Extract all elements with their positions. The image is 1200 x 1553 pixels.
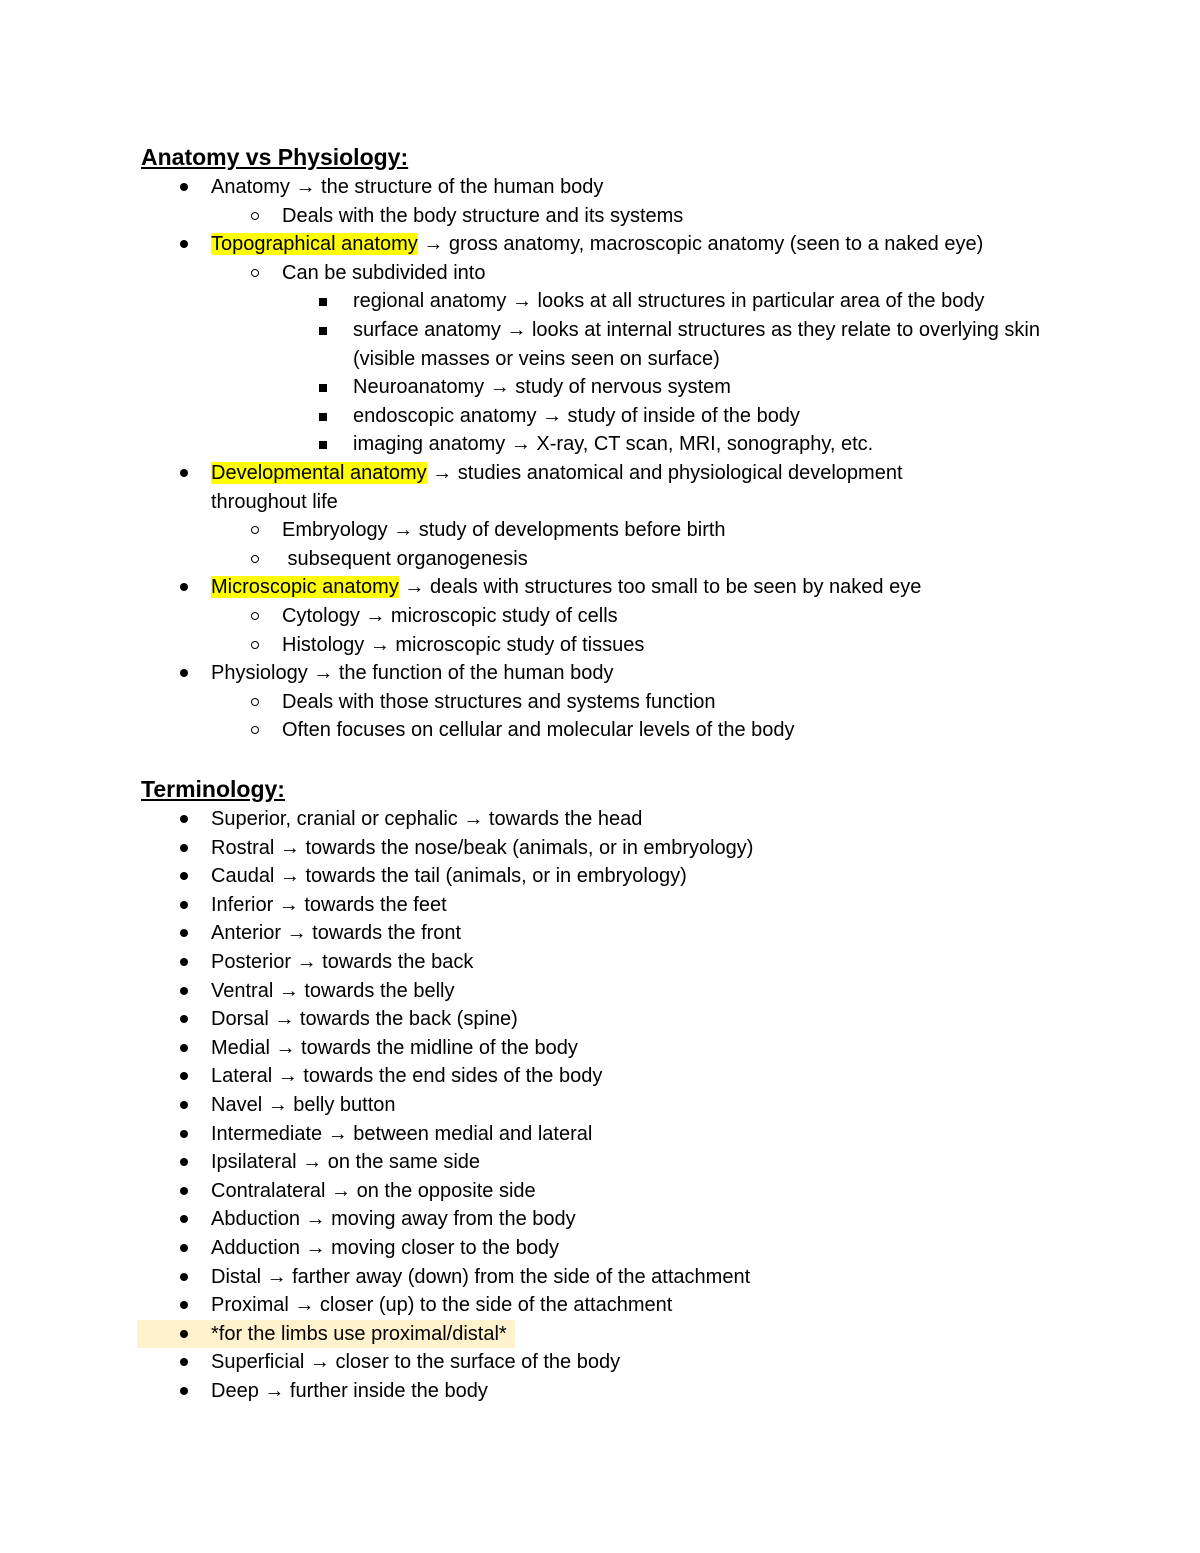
list-item-text: subsequent organogenesis — [282, 547, 528, 570]
bullet-icon — [180, 1130, 188, 1138]
list-item-text: Often focuses on cellular and molecular levels of the body — [282, 719, 795, 742]
highlighted-term: Topographical anatomy — [211, 233, 418, 256]
list-item-text: Ipsilateral → on the same side — [211, 1151, 481, 1174]
bullet-icon — [180, 1158, 188, 1166]
hollow-bullet-icon — [251, 612, 259, 620]
list-item — [141, 573, 1101, 602]
list-item — [141, 1005, 1101, 1034]
list-item-text: → studies anatomical and physiological development throughout life — [211, 461, 903, 513]
hollow-bullet-icon — [251, 526, 259, 534]
square-bullet-icon — [319, 384, 327, 392]
hollow-bullet-icon — [251, 641, 259, 649]
list-item-text: Deep → further inside the body — [211, 1379, 488, 1402]
bullet-icon — [180, 669, 188, 677]
list-item-text: Can be subdivided into — [282, 261, 486, 284]
bullet-icon — [180, 929, 188, 937]
bullet-icon — [180, 1215, 188, 1223]
list-item — [141, 805, 1101, 834]
hollow-bullet-icon — [251, 698, 259, 706]
list-item — [141, 1177, 1101, 1206]
list-item — [141, 688, 1101, 717]
list-item-text: Physiology → the function of the human body — [211, 662, 614, 685]
highlighted-term: Developmental anatomy — [211, 461, 427, 484]
square-bullet-icon — [319, 413, 327, 421]
list-item — [141, 948, 1101, 977]
bullet-icon — [180, 1101, 188, 1109]
section-heading: Anatomy vs Physiology: — [141, 144, 409, 170]
list-item-text: Lateral → towards the end sides of the body — [211, 1065, 603, 1088]
list-item — [141, 977, 1101, 1006]
list-item-text: Navel → belly button — [211, 1093, 396, 1116]
list-item — [141, 716, 1101, 745]
bullet-icon — [180, 987, 188, 995]
list-item — [141, 316, 1101, 373]
list-item — [141, 1234, 1101, 1263]
bullet-icon — [180, 240, 188, 248]
list-item-text: Distal → farther away (down) from the side of the attachment — [211, 1265, 751, 1288]
bullet-icon — [180, 1015, 188, 1023]
list-item — [141, 230, 1101, 259]
list-item — [141, 1034, 1101, 1063]
list-item-text: Inferior → towards the feet — [211, 893, 447, 916]
list-item — [141, 287, 1101, 316]
list-item — [141, 631, 1101, 660]
list-item — [141, 602, 1101, 631]
anatomy-list — [141, 173, 1101, 745]
list-item-text: Contralateral → on the opposite side — [211, 1179, 536, 1202]
terminology-list — [141, 805, 1101, 1405]
list-item — [141, 545, 1101, 574]
list-item — [141, 1148, 1101, 1177]
list-item — [141, 1091, 1101, 1120]
highlighted-term: Microscopic anatomy — [211, 576, 399, 599]
bullet-icon — [180, 1187, 188, 1195]
hollow-bullet-icon — [251, 212, 259, 220]
bullet-icon — [180, 844, 188, 852]
list-item-text: Caudal → towards the tail (animals, or in embryology) — [211, 865, 687, 888]
list-item — [141, 1263, 1101, 1292]
list-item-text: Anatomy → the structure of the human body — [211, 176, 604, 198]
bullet-icon — [180, 1330, 188, 1338]
list-item — [141, 373, 1101, 402]
bullet-icon — [180, 469, 188, 477]
list-item — [141, 173, 1101, 202]
bullet-icon — [180, 815, 188, 823]
list-item-text: Ventral → towards the belly — [211, 979, 455, 1002]
list-item-text: Neuroanatomy → study of nervous system — [353, 376, 731, 399]
bullet-icon — [180, 958, 188, 966]
list-item — [141, 1348, 1101, 1377]
list-item-text: *for the limbs use proximal/distal* — [211, 1322, 507, 1345]
square-bullet-icon — [319, 298, 327, 306]
list-item — [141, 1377, 1101, 1406]
list-item-text: endoscopic anatomy → study of inside of the body — [353, 404, 800, 427]
list-item-text: Deals with the body structure and its systems — [282, 204, 684, 227]
bullet-icon — [180, 1244, 188, 1252]
list-item-text: Embryology → study of developments before birth — [282, 519, 726, 542]
bullet-icon — [180, 1301, 188, 1309]
list-item — [141, 862, 1101, 891]
list-item — [141, 834, 1101, 863]
list-item — [141, 1291, 1101, 1320]
list-item-highlighted — [137, 1320, 515, 1349]
list-item — [141, 202, 1101, 231]
list-item — [141, 430, 1101, 459]
list-item — [141, 259, 1101, 288]
list-item-text: Superficial → closer to the surface of the body — [211, 1351, 621, 1374]
list-item — [141, 402, 1101, 431]
bullet-icon — [180, 872, 188, 880]
section-heading: Terminology: — [141, 776, 285, 802]
hollow-bullet-icon — [251, 269, 259, 277]
list-item-text: Abduction → moving away from the body — [211, 1208, 576, 1231]
list-item-text: Superior, cranial or cephalic → towards the head — [211, 808, 643, 830]
bullet-icon — [180, 183, 188, 191]
bullet-icon — [180, 583, 188, 591]
list-item-text: Deals with those structures and systems function — [282, 690, 716, 713]
list-item-text: Medial → towards the midline of the body — [211, 1036, 578, 1059]
bullet-icon — [180, 901, 188, 909]
list-item-text: Histology → microscopic study of tissues — [282, 633, 645, 656]
bullet-icon — [180, 1387, 188, 1395]
list-item — [141, 1205, 1101, 1234]
list-item-text: Intermediate → between medial and lateral — [211, 1122, 593, 1145]
bullet-icon — [180, 1358, 188, 1366]
square-bullet-icon — [319, 441, 327, 449]
bullet-icon — [180, 1273, 188, 1281]
list-item — [141, 919, 1101, 948]
list-item — [141, 891, 1101, 920]
hollow-bullet-icon — [251, 726, 259, 734]
list-item-text: imaging anatomy → X-ray, CT scan, MRI, sonography, etc. — [353, 433, 874, 456]
list-item-text: Dorsal → towards the back (spine) — [211, 1008, 518, 1031]
list-item-text: surface anatomy → looks at internal structures as they relate to overlying skin (visible masses or veins seen on surface) — [353, 318, 1040, 370]
list-item — [141, 1062, 1101, 1091]
square-bullet-icon — [319, 327, 327, 335]
section-anatomy-vs-physiology — [141, 143, 1101, 745]
list-item-text: → gross anatomy, macroscopic anatomy (seen to a naked eye) — [417, 233, 984, 256]
list-item-text: → deals with structures too small to be seen by naked eye — [398, 576, 922, 599]
list-item — [141, 659, 1101, 688]
list-item — [141, 516, 1101, 545]
bullet-icon — [180, 1072, 188, 1080]
hollow-bullet-icon — [251, 555, 259, 563]
list-item-text: Anterior → towards the front — [211, 922, 462, 945]
list-item-text: Proximal → closer (up) to the side of the attachment — [211, 1294, 673, 1317]
section-terminology — [141, 775, 1101, 1405]
list-item — [141, 1120, 1101, 1149]
list-item-text: Adduction → moving closer to the body — [211, 1236, 559, 1259]
list-item — [141, 459, 1101, 516]
list-item-text: Cytology → microscopic study of cells — [282, 604, 618, 627]
list-item-text: Posterior → towards the back — [211, 950, 474, 973]
bullet-icon — [180, 1044, 188, 1052]
list-item-text: Rostral → towards the nose/beak (animals, or in embryology) — [211, 836, 754, 859]
list-item-text: regional anatomy → looks at all structures in particular area of the body — [353, 290, 985, 313]
